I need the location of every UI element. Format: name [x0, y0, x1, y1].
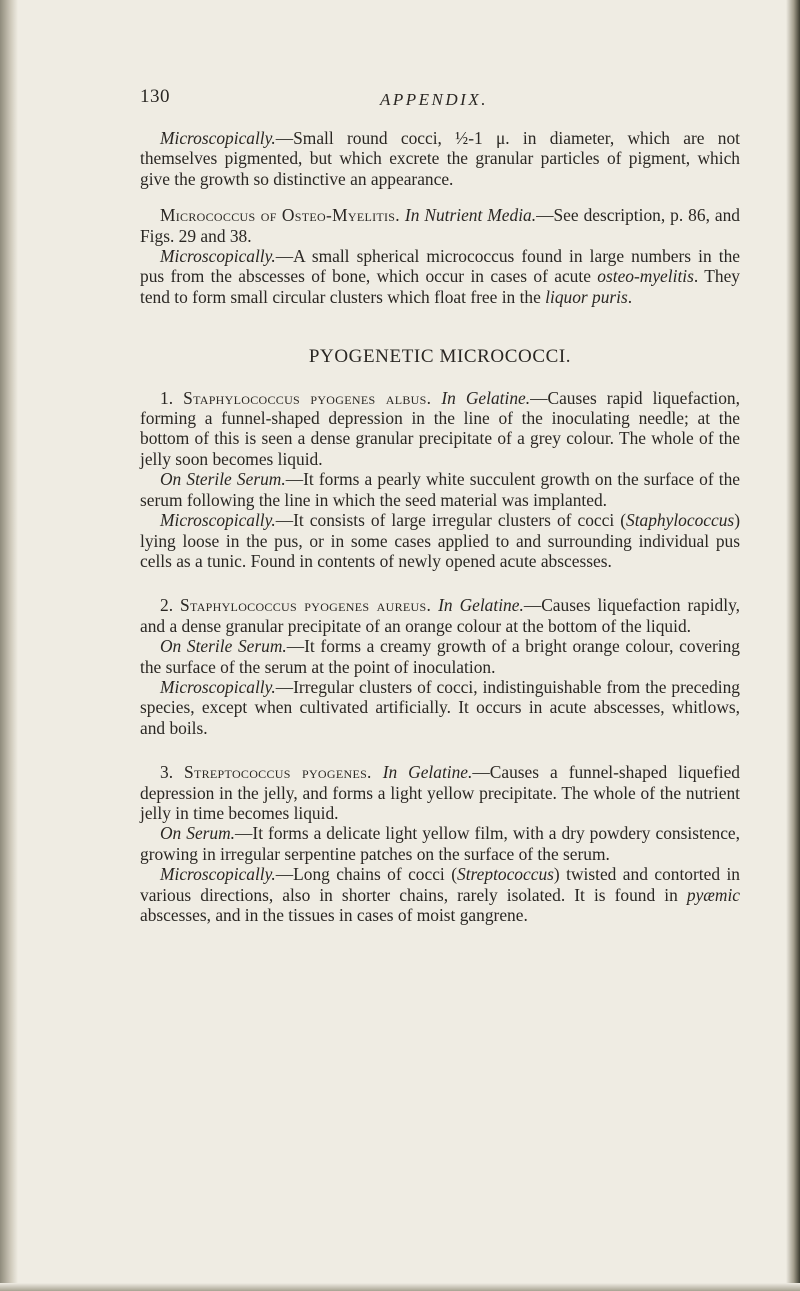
strepto-serum-label: On Serum.: [160, 823, 236, 844]
osteo-micro-text-a: —A small spherical micrococcus found in large numbers in the pus from the abscesses of bone, which occur in cases of acute: [140, 246, 740, 287]
osteo-micro-paragraph: [140, 246, 740, 307]
page-left-edge: [0, 0, 18, 1291]
albus-gelatine-paragraph: [140, 388, 740, 470]
strepto-gelatine-paragraph: [140, 762, 740, 823]
strepto-number: 3.: [160, 762, 185, 783]
albus-title: Staphylococcus pyogenes albus.: [183, 387, 432, 408]
osteo-micro-label: Microscopically.: [160, 246, 276, 267]
albus-micro-term: Staphylococcus: [626, 510, 735, 531]
aureus-micro-label: Microscopically.: [160, 676, 276, 697]
albus-micro-paragraph: [140, 510, 740, 571]
page-header: [140, 86, 740, 116]
osteo-micro-term: osteo-myelitis: [597, 266, 694, 287]
aureus-serum-label: On Sterile Serum.: [160, 636, 287, 657]
osteo-micro-text-c: .: [627, 286, 633, 307]
page-body: [140, 128, 740, 925]
strepto-micro-text-c: abscesses, and in the tissues in cases of moist gangrene.: [140, 905, 528, 925]
section-title: PYOGENETIC MICROCOCCI.: [308, 346, 572, 368]
strepto-micro-term2: pyæmic: [686, 884, 740, 905]
page-bottom-edge: [0, 1283, 800, 1291]
strepto-micro-paragraph: [140, 864, 740, 925]
osteo-title: Micrococcus of Osteo-Myelitis.: [160, 205, 400, 226]
albus-serum-paragraph: [140, 469, 740, 510]
aureus-title: Staphylococcus pyogenes aureus.: [180, 595, 432, 616]
aureus-gelatine-paragraph: [140, 595, 740, 636]
albus-number: 1.: [160, 387, 184, 408]
osteo-media-text: —See description, p. 86, and Figs. 29 and 38.: [140, 205, 740, 246]
strepto-serum-text: —It forms a delicate light yellow film, with a dry powdery consistence, growing in irregular serpentine patches on the surface of the serum.: [140, 823, 740, 864]
page-number: 130: [140, 86, 170, 107]
albus-gelatine-text: —Causes rapid liquefaction, forming a funnel-shaped depression in the line of the inoculating needle; at the bottom of this is seen a dense granular precipitate of a grey colour. The whole of the jelly soon becomes liquid.: [140, 387, 740, 469]
albus-micro-label: Microscopically.: [160, 510, 276, 531]
strepto-gelatine-text: —Causes a funnel-shaped liquefied depression in the jelly, and forms a light yellow precipitate. The whole of the nutrient jelly in time becomes liquid.: [140, 762, 740, 823]
aureus-serum-paragraph: [140, 636, 740, 677]
strepto-micro-term: Streptococcus: [457, 864, 554, 885]
intro-label: Microscopically.: [160, 128, 276, 148]
strepto-gelatine-label: In Gelatine.: [382, 762, 473, 783]
aureus-gelatine-label: In Gelatine.: [438, 595, 524, 616]
albus-micro-text-a: —It consists of large irregular clusters of cocci (: [275, 510, 627, 531]
strepto-serum-paragraph: [140, 823, 740, 864]
osteo-media-label: In Nutrient Media.: [404, 205, 537, 226]
strepto-title: Streptococcus pyogenes.: [184, 762, 372, 783]
page-right-edge: [786, 0, 800, 1291]
aureus-serum-text: —It forms a creamy growth of a bright orange colour, covering the surface of the serum at the point of inoculation.: [140, 636, 740, 677]
intro-paragraph: [140, 128, 740, 189]
aureus-micro-paragraph: [140, 677, 740, 738]
strepto-micro-text-b: ) twisted and contorted in various directions, also in shorter chains, rarely isolated. It is found in: [140, 864, 740, 905]
strepto-micro-text-a: —Long chains of cocci (: [275, 864, 457, 885]
osteo-micro-text-b: . They tend to form small circular clusters which float free in the: [140, 266, 740, 307]
intro-text: —Small round cocci, ½-1 μ. in diameter, which are not themselves pigmented, but which excrete the granular particles of pigment, which give the growth so distinctive an appearance.: [140, 128, 740, 189]
albus-serum-label: On Sterile Serum.: [160, 469, 286, 490]
running-head: APPENDIX.: [380, 90, 488, 109]
osteo-media-paragraph: [140, 205, 740, 246]
aureus-number: 2.: [160, 595, 181, 616]
aureus-gelatine-text: —Causes liquefaction rapidly, and a dense granular precipitate of an orange colour at the bottom of the liquid.: [140, 595, 740, 636]
albus-micro-text-b: ) lying loose in the pus, or in some cases applied to and surrounding individual pus cells as a tunic. Found in contents of newly opened acute abscesses.: [140, 510, 740, 571]
aureus-micro-text: —Irregular clusters of cocci, indistinguishable from the preceding species, except when cultivated artificially. It occurs in acute abscesses, whitlows, and boils.: [140, 676, 740, 738]
strepto-micro-label: Microscopically.: [160, 864, 276, 885]
osteo-micro-term2: liquor puris: [545, 286, 628, 307]
albus-gelatine-label: In Gelatine.: [441, 387, 531, 408]
albus-serum-text: —It forms a pearly white succulent growth on the surface of the serum following the line in which the seed material was implanted.: [140, 469, 740, 510]
